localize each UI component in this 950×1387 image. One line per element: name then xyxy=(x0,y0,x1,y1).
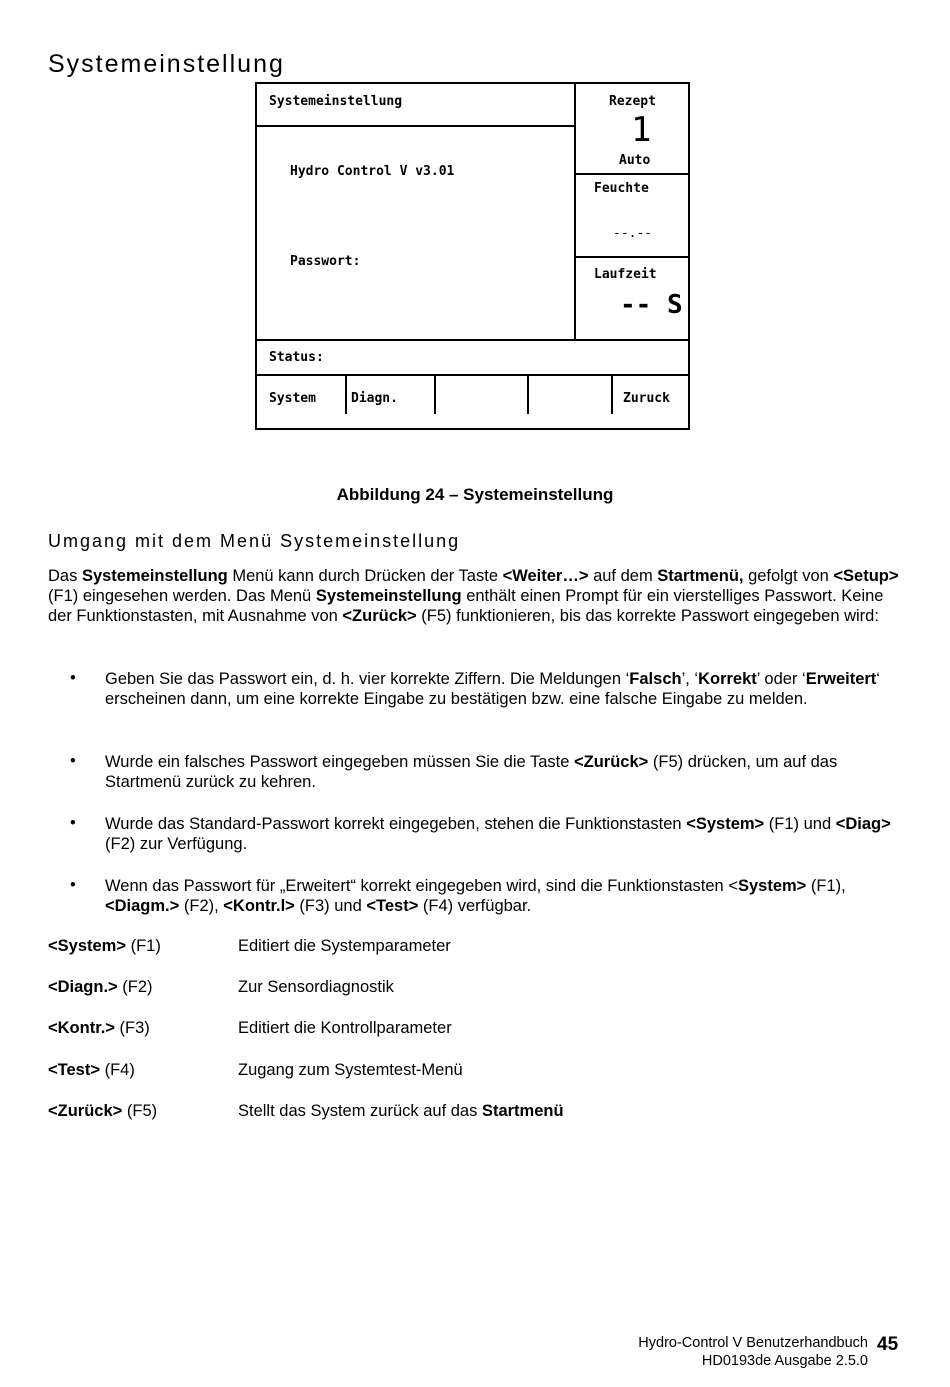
function-description: Zur Sensordiagnostik xyxy=(238,978,394,996)
footer-edition: HD0193de Ausgabe 2.5.0 xyxy=(701,1353,868,1369)
function-key: <Zurück> (F5) xyxy=(48,1102,158,1120)
lcd-divider xyxy=(257,374,690,376)
lcd-laufzeit-value: -- S xyxy=(620,290,683,320)
lcd-divider xyxy=(434,374,436,414)
lcd-divider xyxy=(527,374,529,414)
lcd-key-f5: Zuruck xyxy=(623,391,670,406)
lcd-rezept-mode: Auto xyxy=(619,153,651,168)
footer-manual-title: Hydro-Control V Benutzerhandbuch xyxy=(638,1335,868,1351)
page-number: 45 xyxy=(877,1334,899,1355)
lcd-laufzeit-label: Laufzeit xyxy=(594,267,657,282)
bullet-item: Geben Sie das Passwort ein, d. h. vier korrekte Ziffern. Die Meldungen ‘Falsch’, ‘Korrekt’ oder ‘Erweitert‘ erscheinen dann, um eine korrekte Eingabe zu bestätigen bzw. eine falsche Eingabe zu melden. xyxy=(105,670,880,708)
lcd-password-label: Passwort: xyxy=(290,254,361,269)
lcd-title: Systemeinstellung xyxy=(269,94,403,109)
lcd-divider xyxy=(574,84,576,339)
function-description: Editiert die Kontrollparameter xyxy=(238,1019,452,1037)
page-title: Systemeinstellung xyxy=(48,50,285,78)
bullet-item: Wurde das Standard-Passwort korrekt eingegeben, stehen die Funktionstasten <System> (F1) und <Diag> (F2) zur Verfügung. xyxy=(105,815,891,853)
lcd-divider xyxy=(574,256,690,258)
page-footer xyxy=(638,1334,868,1370)
function-key: <Diagn.> (F2) xyxy=(48,978,153,996)
section-heading: Umgang mit dem Menü Systemeinstellung xyxy=(48,531,461,551)
lcd-divider xyxy=(574,173,690,175)
function-key: <System> (F1) xyxy=(48,937,161,955)
intro-paragraph: Das Systemeinstellung Menü kann durch Drücken der Taste <Weiter…> auf dem Startmenü, gefolgt von <Setup> (F1) eingesehen werden. Das Menü Systemeinstellung enthält einen Prompt für ein vierstelliges Passwort. Keine der Funktionstasten, mit Ausnahme von <Zurück> (F5) funktionieren, bis das korrekte Passwort eingegeben wird: xyxy=(48,567,899,625)
function-key: <Test> (F4) xyxy=(48,1061,135,1079)
lcd-divider xyxy=(345,374,347,414)
bullet-icon: • xyxy=(70,814,76,832)
function-description: Editiert die Systemparameter xyxy=(238,937,451,955)
bullet-item: Wenn das Passwort für „Erweitert“ korrekt eingegeben wird, sind die Funktionstasten <System> (F1), <Diagm.> (F2), <Kontr.l> (F3) und <Test> (F4) verfügbar. xyxy=(105,877,846,915)
bullet-icon: • xyxy=(70,669,76,687)
lcd-feuchte-value: --.-- xyxy=(613,226,653,241)
lcd-rezept-label: Rezept xyxy=(609,94,656,109)
lcd-divider xyxy=(257,125,574,127)
function-description: Zugang zum Systemtest-Menü xyxy=(238,1061,463,1079)
function-description: Stellt das System zurück auf das Startmenü xyxy=(238,1102,564,1120)
lcd-key-f2: Diagn. xyxy=(351,391,398,406)
lcd-status-label: Status: xyxy=(269,350,324,365)
bullet-item: Wurde ein falsches Passwort eingegeben müssen Sie die Taste <Zurück> (F5) drücken, um auf das Startmenü zurück zu kehren. xyxy=(105,753,838,791)
function-key: <Kontr.> (F3) xyxy=(48,1019,150,1037)
lcd-key-f1: System xyxy=(269,391,316,406)
lcd-screen xyxy=(255,82,690,430)
bullet-icon: • xyxy=(70,752,76,770)
lcd-feuchte-label: Feuchte xyxy=(594,181,649,196)
bullet-icon: • xyxy=(70,876,76,894)
lcd-divider xyxy=(611,374,613,414)
figure-caption: Abbildung 24 – Systemeinstellung xyxy=(336,485,614,504)
lcd-version: Hydro Control V v3.01 xyxy=(290,164,455,179)
lcd-divider xyxy=(257,339,690,341)
lcd-rezept-value: 1 xyxy=(631,110,652,150)
